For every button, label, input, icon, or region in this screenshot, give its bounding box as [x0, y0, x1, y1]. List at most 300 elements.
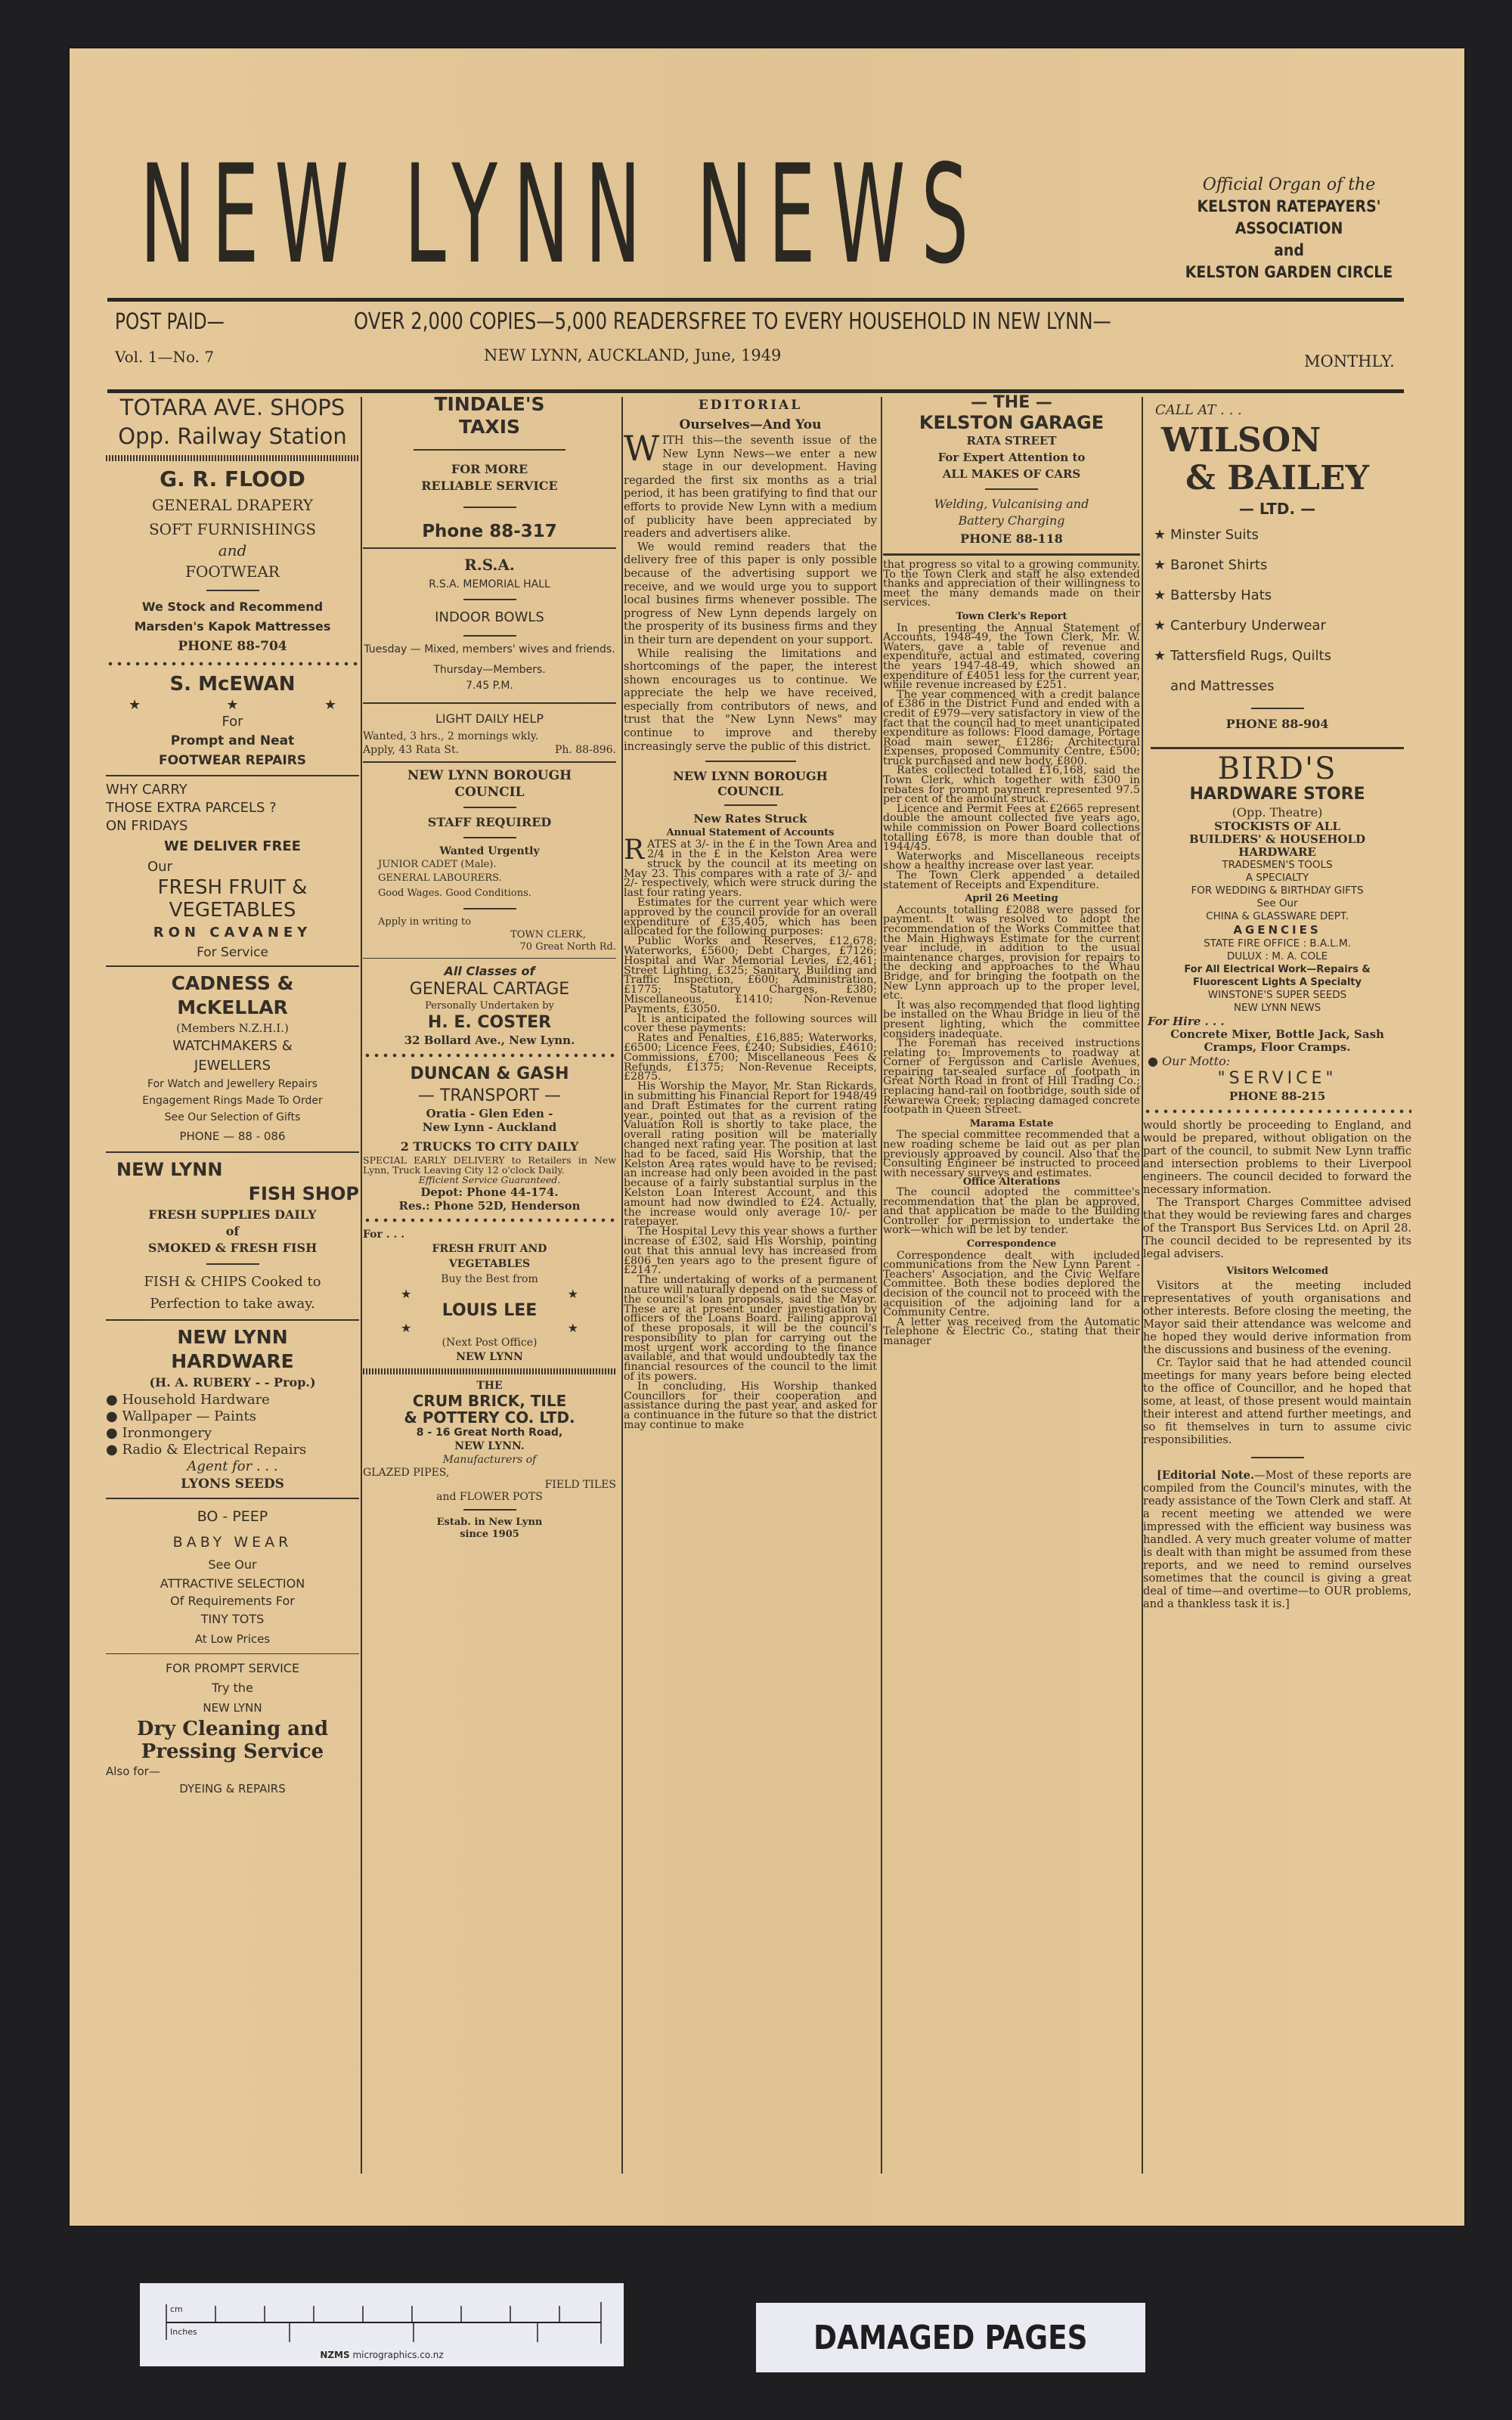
paragraph: The undertaking of works of a permanent nature will naturally depend on the success of the council's loan proposals, said the Mayor. These are at present under investigation by officers of the Loans Board. Failing approval of these proposals, it will be the council's responsibility to plan for carrying out the most urgent work according to the finance available, and that would undoubtedly tax the financial resources of the council to the limit of its powers.	[624, 1274, 877, 1384]
ad-line: THE	[476, 1380, 503, 1392]
list-item-label: Battersby Hats	[1170, 587, 1272, 603]
editorial-note-label: [Editorial Note.	[1157, 1469, 1255, 1482]
ad-dry-cleaning	[106, 1659, 359, 1798]
ad-line: See Our Selection of Gifts	[164, 1111, 301, 1123]
list-item	[1154, 581, 1411, 611]
ad-rsa	[363, 553, 616, 693]
list-item	[1154, 611, 1411, 641]
star-icon: ★	[1154, 527, 1167, 543]
ad-name: McKELLAR	[177, 996, 288, 1018]
council-heading: COUNCIL	[717, 784, 783, 799]
ad-name: S. McEWAN	[169, 673, 296, 696]
section-heading: April 26 Meeting	[965, 893, 1058, 905]
paragraph: The year commenced with a credit balance of £386 in the District Fund and ended with a credit of £979—very satisfactory in view of the fact that the council had to meet unanticipated expenditure as follows: Flood damage, Portage Road main sewer, £1286; Architectural Expenses, proposed Community Centre, £500; truck purchased and new body, £800.	[883, 688, 1140, 767]
ad-line: (Members N.Z.H.I.)	[176, 1021, 289, 1035]
list-item-label: Tattersfield Rugs, Quilts	[1170, 648, 1331, 664]
editorial-title: Ourselves—And You	[679, 417, 822, 432]
paragraph: Estimates for the current year which were approved by the council provide for an overall expenditure of £35,405, which has been allocated for the following purposes:	[624, 897, 877, 938]
ad-line: FRESH SUPPLIES DAILY	[148, 1207, 317, 1222]
ad-line: THOSE EXTRA PARCELS ?	[106, 800, 277, 816]
ad-line: — THE —	[971, 393, 1052, 412]
list-item	[1154, 641, 1411, 671]
divider	[463, 1509, 516, 1511]
ad-crum-brick	[363, 1379, 616, 1541]
ad-line: Marsden's Kapok Mattresses	[134, 619, 331, 634]
ad-name: LIGHT DAILY HELP	[435, 711, 544, 726]
ad-line: FOR PROMPT SERVICE	[165, 1661, 300, 1675]
ornament-rule	[106, 455, 359, 461]
ad-name: KELSTON GARAGE	[919, 412, 1105, 433]
divider	[463, 908, 516, 909]
ad-line: INDOOR BOWLS	[435, 609, 544, 625]
star-icon: ★	[324, 697, 336, 713]
ad-phone: Phone 88-317	[422, 522, 557, 541]
list-item	[106, 1442, 359, 1458]
ad-line: since 1905	[460, 1529, 519, 1540]
phone: Ph. 88-896.	[554, 744, 616, 756]
editorial-note-text: —Most of these reports are compiled from the Council's minutes, with the ready assistance of the Town Clerk and staff. At a recent meeting we attended we were impressed with the efficient way business was handled. A very much greater volume of matter is dealt with than might be assumed from these reports, and we need to remind ourselves sometimes that the council is giving a great deal of time—and overtime—to OUR problems, and a thankless task it is.]	[1143, 1469, 1411, 1610]
ad-line: STATE FIRE OFFICE : B.A.L.M.	[1204, 937, 1351, 950]
ad-line: — LTD. —	[1238, 500, 1316, 518]
ornament-rule	[363, 1052, 616, 1058]
paragraph: His Worship the Mayor, Mr. Stan Rickards, in submitting his Financial Report for 1948/49 and Draft Estimates for the current rating year., pointed out that as a revision of the Valuation Roll is shortly to take place, the overall rating position will be materially changed next rating year. The position at last had to be faced, said His Worship, that the Kelston Area rates would have to be revised; an increase had only been avoided in the past because of a fairly substantial surplus in the Kelston Loan Interest Account, and this amount had now dwindled to £24. Actually, the increase would only average 10/- per ratepayer.	[624, 1080, 877, 1229]
bullet-icon: ●	[1148, 1054, 1163, 1068]
council-report-continued	[883, 560, 1140, 1346]
ad-line: Engagement Rings Made To Order	[142, 1095, 323, 1107]
divider	[1251, 708, 1304, 709]
bullet-icon: ●	[106, 1408, 122, 1424]
ad-line: JUNIOR CADET (Male).	[378, 859, 497, 870]
paragraph: ATES at 3/- in the £ in the Town Area and 2/4 in the £ in the Kelston Area were struck by the council at its meeting on May 23. This compares with a rate of 3/- and 2/- respectively, which were struck during the last four rating years.	[624, 838, 877, 900]
ad-line: Estab. in New Lynn	[436, 1517, 543, 1528]
divider	[705, 761, 796, 762]
paragraph: that progress so vital to a growing community. To the Town Clerk and staff he also extended thanks and appreciation of their willingness to meet the many demands made on their services.	[883, 559, 1140, 609]
divider	[106, 1653, 359, 1654]
ad-line: For Hire . . .	[1148, 1015, 1225, 1028]
ad-line: Wanted Urgently	[439, 845, 540, 857]
ad-line: STAFF REQUIRED	[427, 815, 552, 829]
ad-phone: PHONE — 88 - 086	[179, 1129, 286, 1143]
ad-phone: Res.: Phone 52D, Henderson	[398, 1199, 581, 1213]
paragraph: ITH this—the seventh issue of the New Lynn News—we enter a new stage in our development. Having regarded the first six months as a trial period, it has been gratifying to find that our efforts to provide New Lynn with a medium of publicity have been appreciated by readers and advertisers alike.	[624, 434, 877, 541]
ad-line: STOCKISTS OF ALL	[1214, 820, 1340, 833]
section-heading: Correspondence	[966, 1238, 1057, 1250]
ad-line: and FLOWER POTS	[436, 1491, 543, 1503]
ad-line: Concrete Mixer, Bottle Jack, Sash Cramps, Floor Cramps.	[1170, 1027, 1384, 1054]
ad-name: WILSON	[1161, 421, 1321, 460]
ad-line: Manufacturers of	[442, 1454, 537, 1466]
star-icon: ★	[1154, 557, 1167, 573]
ad-line: ATTRACTIVE SELECTION	[160, 1576, 305, 1591]
bullet-icon: ●	[106, 1392, 122, 1408]
ad-line: SPECIAL EARLY DELIVERY to Retailers in New Lynn, Truck Leaving City 12 o'clock Daily.	[363, 1154, 616, 1176]
list-item-label: Wallpaper — Paints	[122, 1408, 256, 1424]
ad-name: LOUIS LEE	[442, 1301, 538, 1320]
dateline: NEW LYNN, AUCKLAND, June, 1949	[484, 346, 782, 364]
list-item-label: Ironmongery	[122, 1425, 212, 1441]
ruler-inch-label: Inches	[170, 2327, 197, 2337]
ad-line: SOFT FURNISHINGS	[148, 520, 317, 538]
bullet-icon: ●	[106, 1442, 122, 1458]
ad-line: FOR MORE	[451, 462, 528, 476]
ad-name: COUNCIL	[454, 785, 525, 800]
paragraph: In concluding, His Worship thanked Councillors for their cooperation and assistance during the past year, and asked for a continuance in the future so that the district may continue to make	[624, 1380, 877, 1432]
ad-line: Efficient Service Guaranteed.	[418, 1174, 561, 1185]
brand-label: NZMS	[320, 2350, 350, 2360]
ad-name: H. E. COSTER	[427, 1013, 552, 1032]
ad-line: Of Requirements For	[170, 1594, 295, 1608]
ad-name: G. R. FLOOD	[160, 466, 305, 491]
ad-line: NEW LYNN	[203, 1701, 262, 1715]
paragraph: would shortly be proceeding to England, and would be prepared, without obligation on the part of the council, to submit New Lynn traffic and intersection problems to their Liverpool engineers. The council decided to forward the necessary information.	[1143, 1119, 1411, 1196]
ad-name: GENERAL CARTAGE	[409, 980, 570, 999]
ad-line: All Classes of	[444, 964, 535, 978]
ad-line: 7.45 P.M.	[466, 680, 513, 692]
ad-line: FIELD TILES	[544, 1479, 616, 1491]
divider	[106, 1498, 359, 1499]
ad-line: 70 Great North Rd.	[519, 941, 616, 953]
ad-line: For Watch and Jewellery Repairs	[147, 1078, 318, 1090]
ad-line: FOOTWEAR REPAIRS	[158, 753, 307, 768]
ad-line: SMOKED & FRESH FISH	[147, 1241, 318, 1255]
ad-name: FISH SHOP	[248, 1183, 359, 1204]
ad-gr-flood	[106, 466, 359, 656]
ad-line: See Our	[1256, 897, 1298, 909]
ad-line: (Opp. Theatre)	[1232, 805, 1323, 820]
ad-cadness-mckellar	[106, 971, 359, 1147]
ad-line: 32 Bollard Ave., New Lynn.	[404, 1033, 575, 1047]
ad-line: At Low Prices	[194, 1632, 271, 1646]
ad-name: NEW LYNN	[116, 1159, 223, 1180]
paragraph: Rates and Penalties, £16,885; Waterworks, £6500; Licence Fees, £240; Subsidies, £4610; Commissions, £700; Miscellaneous Fees & Refunds, £1375; Non-Revenue Receipts, £2875.	[624, 1032, 877, 1083]
paragraph: Visitors at the meeting included representatives of youth organisations and other interests. Before closing the meeting, the Mayor said their attendance was welcome and he hoped they would derive information from the discussions and business of the evening.	[1143, 1279, 1411, 1356]
divider	[106, 1319, 359, 1321]
divider	[1251, 1457, 1304, 1458]
organ-line: ASSOCIATION	[1235, 219, 1343, 237]
section-heading: Visitors Welcomed	[1226, 1266, 1328, 1277]
ad-name: CRUM BRICK, TILE	[412, 1392, 567, 1410]
divider	[363, 958, 616, 959]
ad-name: NEW LYNN BOROUGH	[407, 768, 572, 783]
ad-line: Also for—	[106, 1765, 160, 1778]
ad-line: Fluorescent Lights A Specialty	[1193, 977, 1362, 988]
list-item-label: and Mattresses	[1170, 678, 1275, 694]
ad-name: NEW LYNN	[177, 1326, 288, 1348]
divider	[463, 599, 516, 600]
ad-line: TOWN CLERK,	[510, 929, 586, 940]
ad-phone: PHONE 88-118	[960, 531, 1063, 546]
ad-line: RELIABLE SERVICE	[421, 479, 558, 493]
divider	[463, 635, 516, 637]
organ-line: KELSTON RATEPAYERS'	[1197, 197, 1381, 215]
ad-name: HARDWARE	[171, 1350, 294, 1372]
ad-line: Buy the Best from	[441, 1273, 538, 1285]
ad-totara-shops	[106, 393, 359, 451]
ad-name: BABY WEAR	[172, 1534, 293, 1551]
council-report-continued	[1143, 1119, 1411, 1610]
divider	[724, 804, 777, 806]
paragraph: Correspondence dealt with included communications from the New Lynn Parent - Teachers' Association, and the Civic Welfare Committee. Both these bodies deplored the decision of the council not to proceed with the acquisition of the adjoining land for a Community Centre.	[883, 1249, 1140, 1319]
ad-line: FOOTWEAR	[185, 562, 280, 581]
organ-line: Official Organ of the	[1202, 175, 1376, 194]
ad-line: Good Wages. Good Conditions.	[378, 888, 531, 899]
divider	[414, 449, 565, 451]
ad-duncan-gash	[363, 1063, 616, 1213]
ad-line: JEWELLERS	[194, 1058, 271, 1074]
ad-line: TINY TOTS	[200, 1612, 265, 1626]
ad-line: Personally Undertaken by	[425, 1000, 554, 1012]
ad-phone: PHONE 88-215	[1228, 1089, 1326, 1103]
paragraph: The council adopted the committee's recommendation that the plan be approved, and that application be made to the Building Controller for permission to undertake the work—which will be let by tender.	[883, 1186, 1140, 1237]
list-item-label: Household Hardware	[122, 1392, 270, 1408]
ornament-rule	[106, 661, 359, 667]
ornament-rule	[363, 1368, 616, 1374]
damaged-pages-label: DAMAGED PAGES	[813, 2318, 1088, 2357]
rates-subtitle: Annual Statement of Accounts	[666, 827, 835, 839]
ad-name: Pressing Service	[141, 1740, 324, 1763]
ad-line: R.S.A. MEMORIAL HALL	[429, 578, 550, 590]
column-5	[1143, 393, 1411, 1610]
paragraph: Rates collected totalled £16,168, said the Town Clerk, which together with £300 in rebates for prompt payment represented 97.5 per cent of the amount struck.	[883, 764, 1140, 806]
divider	[985, 488, 1038, 490]
stars-row	[363, 1321, 616, 1335]
ad-he-coster	[363, 963, 616, 1048]
ad-phone: PHONE 88-904	[1225, 717, 1329, 731]
paragraph: The special committee recommended that a new roading scheme be laid out as per plan previously approaved by council. Also that the Consulting Engineer be instructed to proceed with necessary surveys and estimates.	[883, 1129, 1140, 1179]
paragraph: It was also recommended that flood lighting be installed on the Whau Bridge in lieu of the present lighting, which the committee considers inadequate.	[883, 999, 1140, 1040]
ad-name: & BAILEY	[1185, 459, 1369, 497]
divider	[206, 590, 259, 591]
ad-name: BO - PEEP	[197, 1508, 268, 1525]
star-icon: ★	[567, 1287, 578, 1301]
ad-heading: TOTARA AVE. SHOPS	[119, 395, 345, 420]
ad-line: 2 TRUCKS TO CITY DAILY	[400, 1139, 579, 1154]
wilson-product-list	[1143, 520, 1411, 702]
column-3	[624, 393, 877, 1430]
paragraph: The Foreman has received instructions relating to: Improvements to roadway at Corner of Fergusson and Carlisle Avenues, repairing tar-sealed surface of footpath in Great North Road in front of Hill Trading Co.; replacing hand-rail on footbridge, south side of Rewarewa Creek; replacing damaged concrete footpath in Queen Street.	[883, 1037, 1141, 1117]
ad-name: HARDWARE STORE	[1189, 785, 1365, 804]
ad-fish-shop	[106, 1157, 359, 1315]
ad-ron-cavaney	[106, 781, 359, 961]
ad-line: Apply in writing to	[378, 916, 472, 928]
ad-line: Oratia - Glen Eden -	[426, 1107, 553, 1120]
list-item	[106, 1425, 359, 1442]
organ-line: KELSTON GARDEN CIRCLE	[1185, 263, 1393, 281]
ornament-rule	[363, 1217, 616, 1223]
ad-line: VEGETABLES	[448, 1258, 531, 1270]
hardware-list	[106, 1392, 359, 1458]
ad-line: GENERAL DRAPERY	[151, 496, 314, 514]
ad-line: BUILDERS' & HOUSEHOLD	[1188, 832, 1366, 846]
list-item	[1154, 550, 1411, 581]
list-item	[1154, 520, 1411, 550]
column-divider	[881, 397, 882, 2174]
ad-line: WE DELIVER FREE	[164, 838, 301, 854]
ad-line: VEGETABLES	[169, 899, 296, 922]
damaged-pages-card	[756, 2303, 1145, 2372]
ad-line: GENERAL LABOURERS.	[378, 872, 502, 884]
paragraph: Cr. Taylor said that he had attended council meetings for many years before being elected to the office of Councillor, and he hoped that some, at least, of those present would maintain their interest and attend further meetings, and so fit themselves in turn to assume civic responsibilities.	[1143, 1356, 1411, 1446]
brand-site: micrographics.co.nz	[352, 2350, 444, 2360]
ad-line: For All Electrical Work—Repairs &	[1184, 964, 1371, 975]
ad-name: CADNESS &	[171, 972, 294, 994]
editorial-article	[624, 428, 877, 753]
ad-line: 8 - 16 Great North Road,	[416, 1427, 563, 1439]
ad-line: Try the	[212, 1681, 253, 1695]
divider	[463, 837, 516, 838]
star-icon: ★	[401, 1321, 412, 1335]
column-4	[883, 393, 1140, 1346]
paragraph: While realising the limitations and shortcomings of the paper, the interest shown encourages us to continue. We appreciate the help we have received, especially from contributors of news, and trust that the "New Lynn News" may continue to improve and thereby increasingly serve the public of this district.	[624, 646, 877, 753]
column-divider	[621, 397, 623, 2174]
divider	[463, 507, 516, 508]
star-icon: ★	[1154, 618, 1167, 634]
paragraph: Accounts totalling £2088 were passed for payment. It was resolved to adopt the recommendation of the Works Committee that the Main Highways Estimate for the current year include, in addition to the usual maintenance charges, provision for repairs to the decking and approaches to the Whau Bridge, and for bringing the footpath on the New Lynn approach up to the proper level, etc.	[883, 903, 1140, 1002]
ad-subheading: Opp. Railway Station	[118, 423, 347, 449]
ad-name: DUNCAN & GASH	[410, 1064, 569, 1083]
organ-line: and	[1274, 241, 1304, 259]
list-item-label: Baronet Shirts	[1170, 557, 1268, 573]
ad-kelston-garage	[883, 393, 1140, 549]
ad-line: Thursday—Members.	[433, 664, 546, 676]
divider	[106, 1151, 359, 1153]
ad-line: Welding, Vulcanising and	[934, 497, 1089, 511]
ad-line: ALL MAKES OF CARS	[942, 467, 1081, 481]
ad-name: TAXIS	[458, 416, 521, 438]
masthead-title: NEW LYNN NEWS	[140, 136, 985, 294]
section-heading: Marama Estate	[969, 1117, 1054, 1129]
divider	[106, 775, 359, 776]
ad-bo-peep	[106, 1504, 359, 1649]
ad-phone: Depot: Phone 44-174.	[420, 1185, 559, 1199]
ad-new-lynn-hardware	[106, 1325, 359, 1493]
paragraph: The Town Clerk appended a detailed statement of Receipts and Expenditure.	[883, 869, 1140, 891]
scale-ruler	[140, 2283, 624, 2366]
masthead-rule	[107, 298, 1404, 302]
ad-light-daily-help	[363, 708, 616, 757]
divider	[106, 965, 359, 967]
ad-line: Battery Charging	[958, 513, 1065, 528]
ad-line: Agent for . . .	[187, 1458, 278, 1474]
stars-row	[363, 1287, 616, 1301]
editorial-heading: EDITORIAL	[698, 398, 803, 413]
star-icon: ★	[401, 1287, 412, 1301]
list-item	[106, 1408, 359, 1425]
section-heading: Office Alterations	[962, 1176, 1061, 1188]
divider	[206, 1263, 259, 1265]
ad-line: NEW LYNN NEWS	[1233, 1002, 1321, 1014]
ad-line: See Our	[208, 1557, 257, 1572]
ad-line: Perfection to take away.	[150, 1296, 315, 1312]
ad-line: For . . .	[363, 1229, 405, 1241]
paragraph: Licence and Permit Fees at £2665 represent double the amount collected five years ago, while commission on Power Board collections totalling £678, is more than double that of 1944/45.	[883, 802, 1140, 854]
ad-line: AGENCIES	[1233, 923, 1321, 937]
ad-line: LYONS SEEDS	[181, 1476, 284, 1492]
ad-line: Wanted, 3 hrs., 2 mornings wkly.	[363, 730, 539, 742]
ad-line: HARDWARE	[1238, 845, 1316, 859]
column-1	[106, 393, 359, 1798]
star-icon: ★	[226, 697, 239, 713]
paragraph: Public Works and Reserves, £12,678; Waterworks, £5600; Debt Charges, £7126; Hospital and War Memorial Levies, £2,461; Street Lighting, £325; Sanitary, Building and Traffic Inspection, £600; Administration, £1775; Statutory Charges, £380; Miscellaneous, £1410; Non-Revenue Payments, £3050.	[624, 935, 877, 1015]
ad-line: Tuesday — Mixed, members' wives and friends.	[364, 643, 615, 655]
paragraph: In presenting the Annual Statement of Accounts, 1948-49, the Town Clerk, Mr. W. Waters, gave a table of revenue and expenditure, actual and estimated, covering the years 1947-48-49, which showed an expenditure of £4051 less for the current year, while revenue increased by £251.	[883, 621, 1140, 692]
motto-line	[1143, 1054, 1411, 1069]
ad-line: For	[222, 714, 243, 730]
frequency: MONTHLY.	[1304, 352, 1395, 370]
ad-line: RATA STREET	[966, 434, 1057, 448]
ornament-rule	[1143, 1108, 1411, 1114]
ad-tindales-taxis	[363, 393, 616, 543]
council-heading: NEW LYNN BOROUGH	[673, 769, 828, 784]
ad-line: WATCHMAKERS &	[172, 1038, 293, 1054]
ad-line: Prompt and Neat	[170, 733, 295, 748]
ad-line: NEW LYNN	[456, 1351, 523, 1363]
ad-line: (Next Post Office)	[442, 1337, 538, 1349]
official-organ-note	[1164, 174, 1414, 284]
ad-louis-lee	[363, 1228, 616, 1364]
ad-line: Our	[147, 859, 172, 875]
column-2	[363, 393, 616, 1541]
ad-line: GLAZED PIPES,	[363, 1467, 450, 1479]
star-icon: ★	[1154, 648, 1167, 664]
ad-line: DULUX : M. A. COLE	[1226, 950, 1328, 962]
ad-line: CHINA & GLASSWARE DEPT.	[1206, 910, 1349, 922]
ad-line: ON FRIDAYS	[106, 818, 188, 834]
ad-name: RON CAVANEY	[153, 925, 312, 940]
address: Apply, 43 Rata St.	[363, 744, 460, 756]
drop-cap: W	[624, 428, 660, 469]
paragraph: A letter was received from the Automatic Telephone & Electric Co., stating that their manager	[883, 1315, 1140, 1347]
ad-line: FISH & CHIPS Cooked to	[144, 1274, 321, 1290]
divider	[883, 553, 1140, 556]
ad-line: of	[225, 1224, 240, 1238]
ad-name: — TRANSPORT —	[418, 1086, 561, 1105]
ad-line: CALL AT . . .	[1155, 402, 1242, 418]
list-item-label: Radio & Electrical Repairs	[122, 1442, 307, 1458]
post-paid: POST PAID—	[115, 308, 225, 334]
list-item-label: Minster Suits	[1170, 527, 1259, 543]
ad-mcewan	[106, 671, 359, 770]
paragraph: It is anticipated the following sources will cover these payments:	[624, 1012, 877, 1035]
ad-council-staff	[363, 767, 616, 953]
ad-line: TRADESMEN'S TOOLS	[1222, 859, 1333, 871]
drop-cap: R	[624, 835, 645, 866]
ad-line: A SPECIALTY	[1245, 872, 1309, 884]
ruler-brand	[140, 2350, 624, 2360]
divider	[363, 702, 616, 704]
list-item-label: Canterbury Underwear	[1170, 618, 1326, 634]
star-icon: ★	[567, 1321, 578, 1335]
ad-line: NEW LYNN.	[454, 1440, 525, 1452]
ad-name: R.S.A.	[464, 556, 515, 574]
column-divider	[361, 397, 362, 2174]
ad-wilson-bailey	[1143, 399, 1411, 733]
divider	[463, 807, 516, 808]
paragraph: The Transport Charges Committee advised that they would be reviewing fares and charges of the Transport Bus Services Ltd. on April 28. The council decided to be represented by its legal advisers.	[1143, 1196, 1411, 1260]
divider	[363, 547, 616, 549]
bullet-icon: ●	[106, 1425, 122, 1441]
ad-line: WHY CARRY	[106, 782, 187, 798]
ad-phone: PHONE 88-704	[178, 639, 287, 654]
ad-line	[363, 743, 616, 757]
ad-line: Our Motto:	[1162, 1054, 1231, 1068]
circulation-banner: OVER 2,000 COPIES—5,000 READERSFREE TO EVERY HOUSEHOLD IN NEW LYNN—	[354, 308, 1111, 335]
ad-line: and	[218, 541, 247, 559]
volume-number: Vol. 1—No. 7	[115, 348, 215, 366]
paragraph: Waterworks and Miscellaneous receipts show a healthy increase over last year.	[883, 850, 1140, 872]
ad-birds-hardware	[1143, 751, 1411, 1104]
section-heading: Town Clerk's Report	[956, 610, 1067, 622]
